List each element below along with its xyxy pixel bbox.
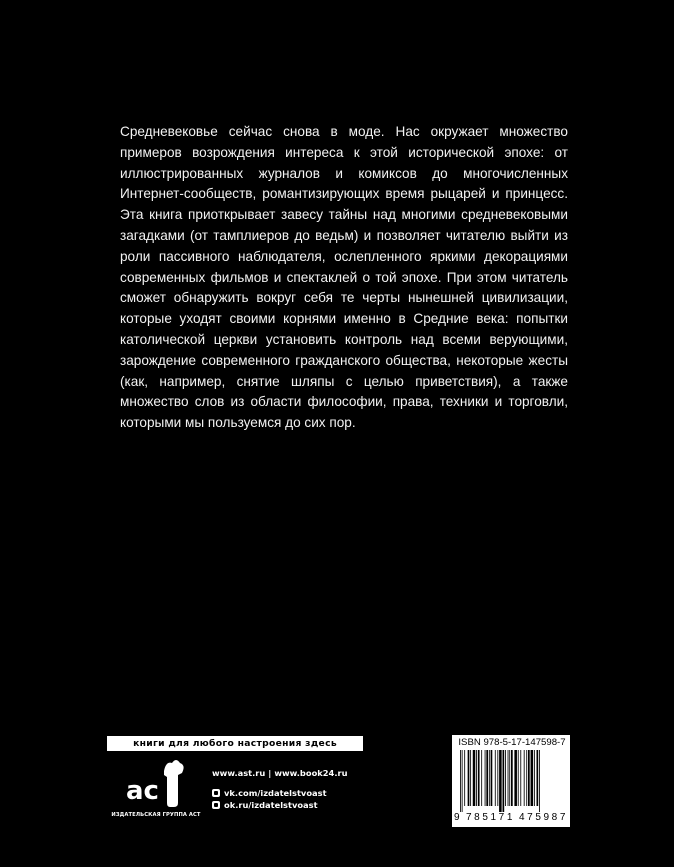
barcode-bar bbox=[534, 750, 535, 806]
publisher-tagline: книги для любого настроения здесь bbox=[107, 736, 363, 751]
barcode-bar bbox=[489, 750, 490, 806]
barcode-bar bbox=[526, 750, 527, 806]
barcode-bar bbox=[524, 750, 525, 806]
barcode-bar bbox=[531, 750, 534, 806]
barcode-bar bbox=[539, 750, 540, 812]
back-cover-blurb: Средневековье сейчас снова в моде. Нас окружает множество примеров возрождения интереса к этой исторической эпохе: от иллюстрированных журналов и комиксов до многочисленных Интернет-сообществ, романтизирующих время рыцарей и принцесс. Эта книга приоткрывает завесу тайны над многими средневековыми загадками (от тамплиеров до ведьм) и позволяет читателю выйти из роли пассивного наблюдателя, ослепленного яркими декорациями современных фильмов и спектаклей о той эпохе. При этом читатель сможет обнаружить вокруг себя те черты нынешней цивилизации, которые уходят своими корнями именно в Средние века: попытки католической церкви установить контроль над всеми верующими, зарождение современного гражданского общества, некоторые жесты (как, например, снятие шляпы с целью приветствия), а также множество слов из области философии, права, техники и торговли, которыми мы пользуемся до сих пор. bbox=[120, 124, 568, 431]
barcode-bar bbox=[486, 750, 488, 806]
barcode-bar bbox=[485, 750, 486, 806]
barcode-bar bbox=[497, 750, 498, 806]
barcode-bar bbox=[508, 750, 509, 806]
barcode-digits-left: 785171 bbox=[466, 812, 515, 823]
link-ast[interactable]: www.ast.ru bbox=[212, 768, 266, 778]
barcode-bar bbox=[514, 750, 517, 806]
barcode-bar bbox=[478, 750, 480, 806]
ok-icon bbox=[212, 801, 220, 809]
barcode-digits-right: 475987 bbox=[519, 812, 568, 823]
svg-text:ac: ac bbox=[126, 776, 159, 806]
ast-logo-icon bbox=[126, 757, 188, 809]
barcode-icon bbox=[458, 750, 564, 812]
barcode-bar bbox=[509, 750, 510, 806]
ok-link[interactable]: ok.ru/izdatelstvoast bbox=[224, 800, 318, 810]
isbn-number: ISBN 978-5-17-147598-7 bbox=[458, 737, 566, 748]
link-separator: | bbox=[268, 768, 272, 778]
barcode-bar bbox=[491, 750, 493, 806]
isbn-barcode-label bbox=[452, 735, 570, 827]
barcode-bar bbox=[460, 750, 461, 812]
ok-link-row[interactable] bbox=[212, 800, 318, 810]
publisher-logo bbox=[110, 757, 202, 817]
vk-link-row[interactable] bbox=[212, 788, 327, 798]
barcode-bar bbox=[470, 750, 471, 806]
barcode-bar bbox=[505, 750, 506, 806]
barcode-digits bbox=[454, 812, 568, 823]
barcode-bar bbox=[476, 750, 477, 806]
barcode-bar bbox=[528, 750, 530, 806]
barcode-bar bbox=[503, 750, 505, 812]
barcode-bar bbox=[537, 750, 539, 806]
vk-icon bbox=[212, 789, 220, 797]
website-links bbox=[212, 768, 347, 778]
barcode-bar bbox=[464, 750, 465, 806]
barcode-digit-lead: 9 bbox=[454, 812, 460, 823]
barcode-bar bbox=[520, 750, 521, 806]
barcode-bar bbox=[511, 750, 513, 806]
vk-link[interactable]: vk.com/izdatelstvoast bbox=[224, 788, 327, 798]
link-book24[interactable]: www.book24.ru bbox=[274, 768, 348, 778]
barcode-bar bbox=[481, 750, 482, 806]
barcode-bar bbox=[473, 750, 476, 806]
logo-caption: ИЗДАТЕЛЬСКАЯ ГРУППА АСТ bbox=[111, 812, 201, 818]
barcode-bar bbox=[468, 750, 470, 806]
barcode-bar bbox=[518, 750, 519, 806]
barcode-bar bbox=[495, 750, 496, 806]
barcode-bar bbox=[462, 750, 463, 812]
barcode-bar bbox=[499, 750, 502, 812]
